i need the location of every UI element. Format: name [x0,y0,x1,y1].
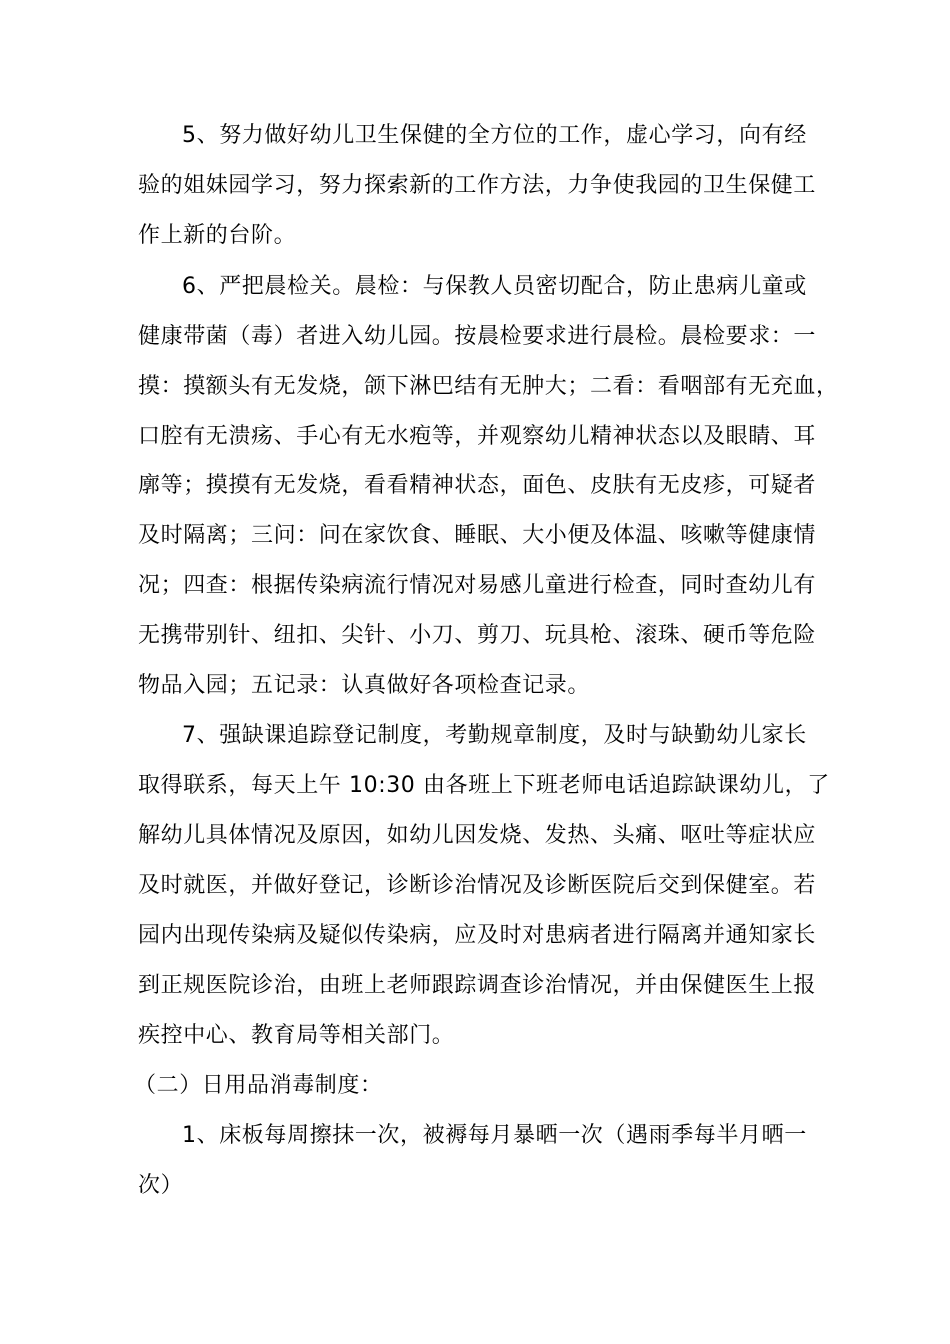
text-line: 及时隔离；三问：问在家饮食、睡眠、大小便及体温、咳嗽等健康情 [138,523,817,548]
text-line: 物品入园；五记录：认真做好各项检查记录。 [138,673,591,698]
text-line: 取得联系，每天上午 10:30 由各班上下班老师电话追踪缺课幼儿，了 [138,773,830,798]
text-line: 园内出现传染病及疑似传染病，应及时对患病者进行隔离并通知家长 [138,923,817,948]
text-line: 无携带别针、纽扣、尖针、小刀、剪刀、玩具枪、滚珠、硬币等危险 [138,623,817,648]
text-line: 1、床板每周擦抹一次，被褥每月暴晒一次（遇雨季每半月晒一 [182,1123,807,1148]
text-line: 5、努力做好幼儿卫生保健的全方位的工作，虚心学习，向有经 [182,123,807,148]
text-line: 7、强缺课追踪登记制度，考勤规章制度，及时与缺勤幼儿家长 [182,723,807,748]
text-line: 解幼儿具体情况及原因，如幼儿因发烧、发热、头痛、呕吐等症状应 [138,823,817,848]
text-line: 廓等；摸摸有无发烧，看看精神状态，面色、皮肤有无皮疹，可疑者 [138,473,817,498]
text-line: 验的姐妹园学习，努力探索新的工作方法，力争使我园的卫生保健工 [138,173,817,198]
text-line: 口腔有无溃疡、手心有无水疱等，并观察幼儿精神状态以及眼睛、耳 [138,424,817,449]
text-line: 作上新的台阶。 [138,223,297,248]
text-line: 况；四查：根据传染病流行情况对易感儿童进行检查，同时查幼儿有 [138,573,817,598]
text-line: 疾控中心、教育局等相关部门。 [138,1023,455,1048]
text-line: 及时就医，并做好登记，诊断诊治情况及诊断医院后交到保健室。若 [138,873,817,898]
text-line: 到正规医院诊治，由班上老师跟踪调查诊治情况，并由保健医生上报 [138,973,817,998]
section-heading: （二）日用品消毒制度： [134,1073,383,1098]
text-line: 次） [138,1173,184,1198]
text-line: 健康带菌（毒）者进入幼儿园。按晨检要求进行晨检。晨检要求：一 [138,324,817,349]
text-line: 6、严把晨检关。晨检：与保教人员密切配合，防止患病儿童或 [182,274,807,299]
text-line: 摸：摸额头有无发烧，颌下淋巴结有无肿大；二看：看咽部有无充血， [138,374,839,399]
